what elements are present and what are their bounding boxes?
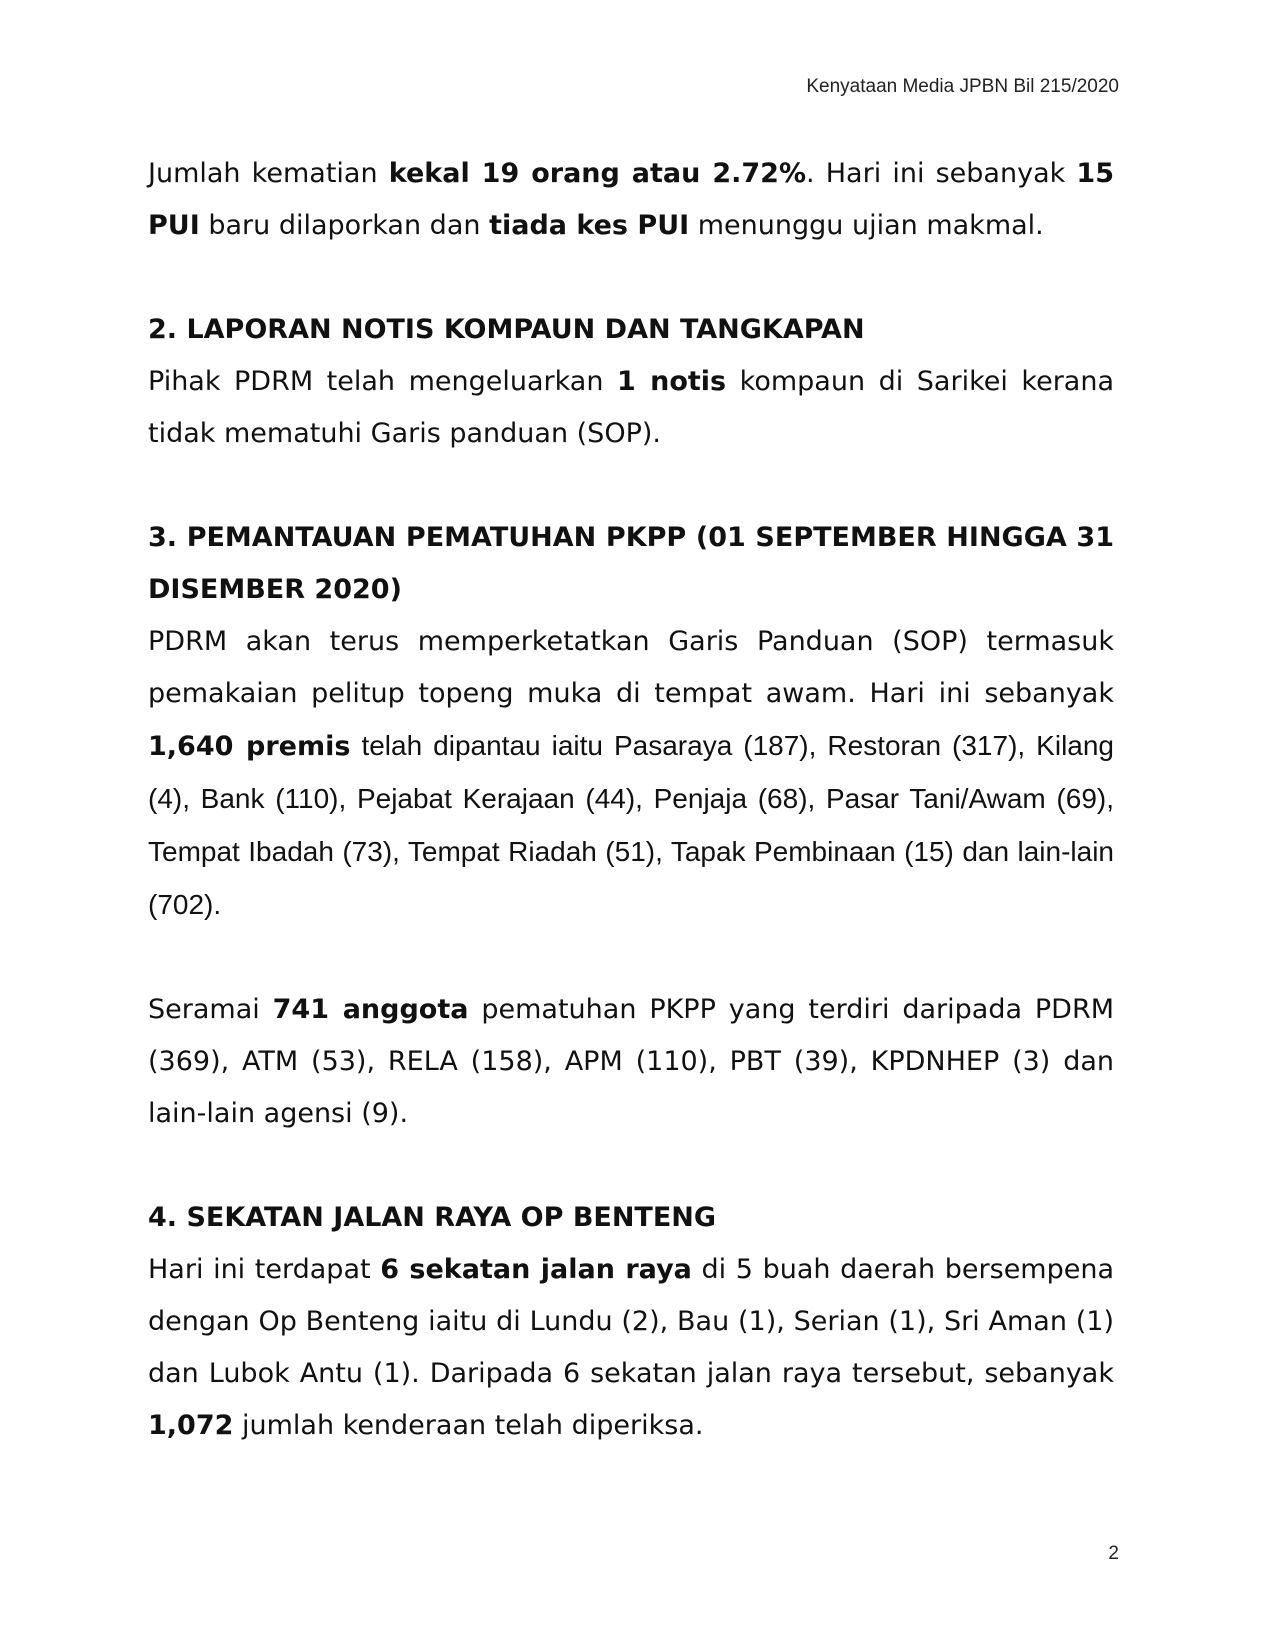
text-run: Pihak PDRM telah mengeluarkan xyxy=(148,366,617,397)
document-body xyxy=(148,148,1114,1452)
pui-pending-highlight: tiada kes PUI xyxy=(489,210,690,241)
text-run: baru dilaporkan dan xyxy=(199,210,490,241)
roadblock-count-highlight: 6 sekatan jalan raya xyxy=(380,1254,692,1285)
vehicle-count-highlight: 1,072 xyxy=(148,1410,234,1441)
text-run: pematuhan PKPP yang terdiri daripada PDRM (369), ATM (53), RELA (158), APM (110), PBT (39), KPDNHEP (3) dan lain-lain agensi (9). xyxy=(148,994,1115,1129)
document-reference-header: Kenyataan Media JPBN Bil 215/2020 xyxy=(806,76,1119,97)
text-run: Seramai xyxy=(148,994,273,1025)
text-run: PDRM akan terus memperketatkan Garis Panduan (SOP) termasuk pemakaian pelitup topeng muka di tempat awam. Hari ini sebanyak xyxy=(148,626,1114,709)
text-run: kompaun di Sarikei kerana tidak mematuhi Garis panduan (SOP). xyxy=(148,366,1114,449)
section-4-heading: 4. SEKATAN JALAN RAYA OP BENTENG xyxy=(148,1202,717,1233)
text-run: . Hari ini sebanyak xyxy=(806,158,1077,189)
roadblock-paragraph xyxy=(148,1244,1114,1452)
notice-count-highlight: 1 notis xyxy=(616,366,727,397)
compound-notice-paragraph xyxy=(148,356,1114,460)
text-run: menunggu ujian makmal. xyxy=(689,210,1044,241)
death-count-highlight: kekal 19 orang atau 2.72% xyxy=(388,158,807,189)
text-run: Jumlah kematian xyxy=(148,158,389,189)
enforcement-members-paragraph xyxy=(148,984,1114,1140)
text-run: Hari ini terdapat xyxy=(148,1254,381,1285)
premises-count-highlight: 1,640 premis xyxy=(148,731,351,762)
text-run: jumlah kenderaan telah diperiksa. xyxy=(233,1410,704,1441)
text-run: telah dipantau iaitu Pasaraya (187), Restoran (317), Kilang (4), Bank (110), Pejabat Kerajaan (44), Penjaja (68), Pasar Tani/Awam (69), Tempat Ibadah (73), Tempat Riadah (51), Tapak Pembinaan (15) dan lain-lain (702). xyxy=(148,730,1115,920)
premises-monitoring-paragraph xyxy=(148,616,1114,932)
member-count-highlight: 741 anggota xyxy=(272,994,469,1025)
pui-count-highlight: 15 PUI xyxy=(148,158,1114,241)
section-3-heading: 3. PEMANTAUAN PEMATUHAN PKPP (01 SEPTEMBER HINGGA 31 DISEMBER 2020) xyxy=(148,522,1114,605)
section-2-heading: 2. LAPORAN NOTIS KOMPAUN DAN TANGKAPAN xyxy=(148,314,865,345)
death-toll-paragraph xyxy=(148,148,1114,252)
text-run: di 5 buah daerah bersempena dengan Op Benteng iaitu di Lundu (2), Bau (1), Serian (1), Sri Aman (1) dan Lubok Antu (1). Daripada 6 sekatan jalan raya tersebut, sebanyak xyxy=(148,1254,1115,1389)
page-number: 2 xyxy=(1108,1543,1119,1564)
